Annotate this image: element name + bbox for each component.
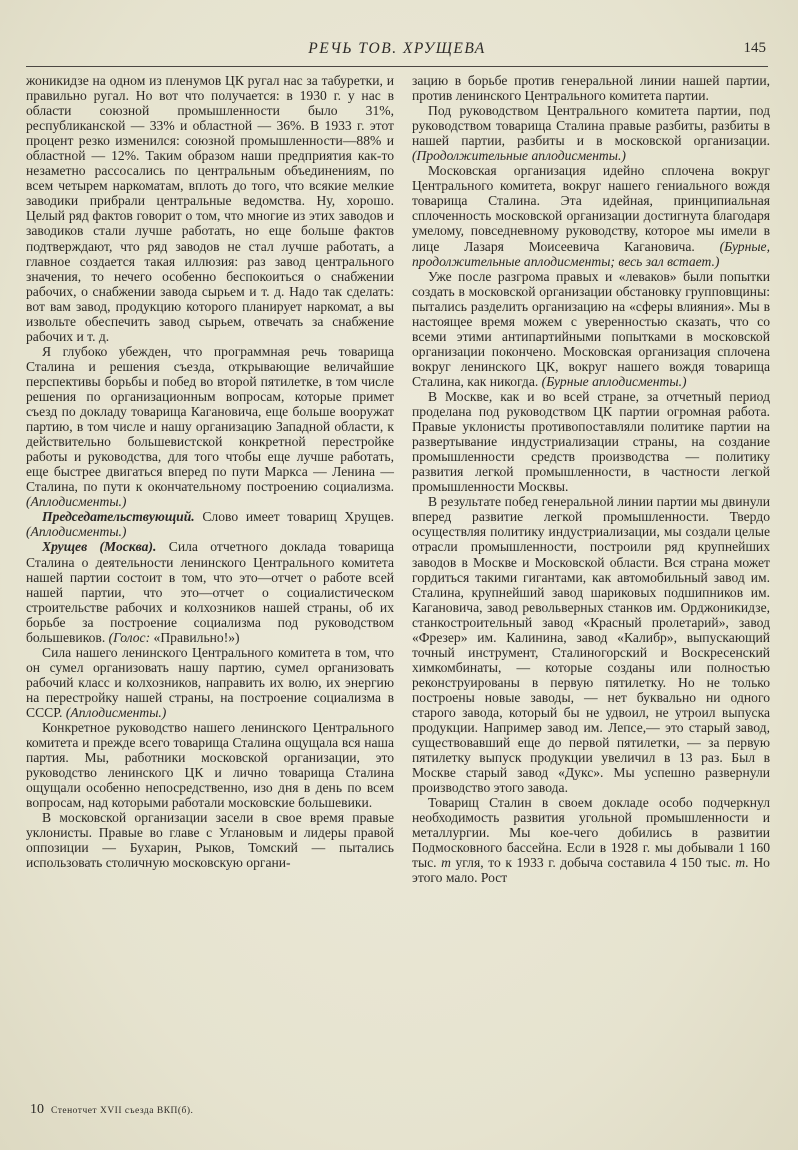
running-title: РЕЧЬ ТОВ. ХРУЩЕВА — [308, 40, 486, 57]
unit-label: т — [441, 855, 451, 871]
speaker-name: Председательствующий. — [42, 509, 195, 525]
paragraph — [26, 539, 394, 644]
paragraph: В результате побед генеральной линии партии мы двинули вперед развитие легкой промышленности. Твердо осуществляя политику индустриализации, мы создали целые отрасли промышленности, построили ряд крупнейших заводов в Москве и Московской области. Вся страна может гордиться такими гигантами, как автомобильный завод им. Сталина, крупнейший завод шариковых подшипников им. Кагановича, завод револьверных станков им. Орджоникидзе, станкостроительный завод «Красный пролетарий», завод «Фрезер» им. Калинина, завод «Калибр», выпускающий точный инструмент, Сталиногорский и Воскресенский химкомбинаты, — которые созданы или полностью реконструированы в первую пятилетку. Но не только построены новые заводы, — нет буквально ни одного старого завода, который бы не удвоил, не утроил выпуска продукции. Например завод им. Лепсе,— это старый завод, существовавший еще до первой пятилетки, — за первую пятилетку выпуск продукции увеличил в 13 раз. Был в Москве старый завод «Дукс». Мы успешно развернули производство этого завода. — [412, 494, 770, 796]
paragraph: В московской организации засели в свое время правые уклонисты. Правые во главе с Углановым и лидеры правой оппозиции — Бухарин, Рыков, Томский — пытались использовать столичную московскую органи- — [26, 810, 394, 871]
paragraph-text: Слово имеет товарищ Хрущев. — [202, 509, 394, 525]
paragraph — [412, 163, 770, 268]
paragraph — [412, 103, 770, 163]
stage-remark: (Аплодисменты.) — [26, 494, 127, 510]
paragraph-text: Под руководством Центрального комитета партии, под руководством товарища Сталина правые разбиты, разбиты в нашей партии, разбиты и в московской организации. — [412, 103, 770, 149]
paragraph — [26, 509, 394, 539]
paragraph — [26, 344, 394, 510]
paragraph — [412, 795, 770, 885]
paragraph-text: Я глубоко убежден, что программная речь товарища Сталина и решения съезда, открывающие величайшие перспективы борьбы и побед во второй пятилетке, в том числе решения по организационным вопросам, которые примет съезд по докладу товарища Кагановича, еще больше вооружат партию, в том числе и нашу организацию Западной области, к действительно большевистской конкретной перестройке работы и руководства, для того чтобы еще лучше работать, еще быстрее двигаться вперед по пути Маркса — Ленина — Сталина, по пути к окончательному построению социализма. — [26, 343, 394, 495]
stage-remark: (Бурные аплодисменты.) — [541, 373, 687, 389]
stage-remark: (Аплодисменты.) — [65, 704, 167, 720]
paragraph: зацию в борьбе против генеральной линии нашей партии, против ленинского Центрального комитета партии. — [412, 73, 770, 104]
paragraph-text: Но этого мало. Рост — [412, 855, 770, 886]
paragraph-text: Уже после разгрома правых и «леваков» были попытки создать в московской организации обстановку групповщины: пытались разделить организацию на «сферы влияния». Мы в настоящее время можем с уверенностью сказать, что со всеми этими антипартийными попытками в московской организации покончено. Московская организация сплочена вокруг ленинского ЦК, вокруг нашего вождя товарища Сталина, как никогда. — [412, 268, 770, 389]
stage-remark: (Аплодисменты.) — [26, 524, 127, 540]
running-head — [26, 40, 768, 62]
paragraph-text: Товарищ Сталин в своем докладе особо подчеркнул необходимость развития угольной промышленности и металлургии. Мы кое-чего добились в развитии Подмосковного бассейна. Если в 1928 г. мы добывали 1 160 тыс. — [412, 795, 770, 871]
paragraph — [412, 269, 770, 389]
header-rule — [26, 66, 768, 67]
page-number: 145 — [743, 40, 766, 56]
right-column — [412, 73, 770, 886]
paragraph — [26, 645, 394, 720]
stage-remark: (Продолжительные аплодисменты.) — [412, 148, 626, 164]
paragraph-text: Московская организация идейно сплочена вокруг Центрального комитета, вокруг нашего гениального вождя товарища Сталина. Эта идейная, принципиальная сплоченность московской организации достигнута благодаря умелому, повседневному руководству, которое мы имели в лице Лазаря Моисеевича Кагановича. — [412, 163, 770, 254]
signature-text: Стенотчет XVII съезда ВКП(б). — [51, 1106, 194, 1116]
signature-footnote — [30, 1102, 193, 1118]
paragraph: В Москве, как и во всей стране, за отчетный период проделана под руководством ЦК партии огромная работа. Правые уклонисты противопоставляли политике партии на развертывание индустриализации страны, на создание промышленности средств производства — политику развития легкой промышленности, в частности легкой промышленности Москвы. — [412, 388, 770, 495]
paragraph: Конкретное руководство нашего ленинского Центрального комитета и прежде всего товарища Сталина ощущала вся наша партия. Мы, работники московской организации, это руководство ленинского ЦК и лично товарища Сталина ощущали особенно непосредственно, изо дня в день по всем вопросам, над которыми работали московские большевики. — [26, 720, 394, 811]
voice-label: (Голос: — [108, 629, 151, 645]
stage-remark: (Бурные, продолжительные аплодисменты; весь зал встает.) — [412, 238, 770, 269]
voice-text: «Правильно!») — [153, 629, 240, 645]
unit-label: т. — [735, 855, 749, 871]
paragraph: жоникидзе на одном из пленумов ЦК ругал нас за табуретки, и правильно ругал. Но вот что получается: в 1930 г. у нас в области союзной промышленности было 31%, республиканской — 33% и областной — 36%. В 1933 г. этот процент резко изменился: союзной промышленности—88% и областной — 12%. Таким образом наши предприятия как-то незаметно рассосались по центральным объединениям, по всем четырем наркоматам, вплоть до того, что всякие мелкие заводики прибрали центральные ведомства. Ну, хорошо. Целый ряд фактов говорит о том, что многие из этих заводов и заводиков стали лучше работать, но еще больше фактов подтверждают, что ряд заводов не стал лучше работать, а главное создается такая иллюзия: раз завод центрального значения, то нечего особенно беспокоиться о снабжении рабочих, о снабжении завода сырьем и т. д. Надо так сделать: вот вам завод, продукцию которого планирует наркомат, а вы извольте обеспечить завод сырьем, отвечать за снабжение рабочих и т. д. — [26, 73, 394, 344]
paragraph-text: Сила отчетного доклада товарища Сталина о деятельности ленинского Центрального комитета нашей партии состоит в том, что это—отчет о работе всей нашей партии, что это—отчет о социалистическом строительстве рабочих и колхозников нашей страны, об их борьбе за построение социализма под руководством большевиков. — [26, 539, 394, 645]
speaker-name: Хрущев (Москва). — [42, 539, 157, 555]
paragraph-text: угля, то к 1933 г. добыча составила 4 150 тыс. — [455, 855, 731, 871]
signature-number: 10 — [30, 1102, 44, 1117]
left-column — [26, 73, 394, 870]
paragraph-text: Сила нашего ленинского Центрального комитета в том, что он сумел организовать нашу партию, сумел организовать рабочий класс и колхозников, направить их волю, их энергию на перестройку нашей страны, на построение социализма в СССР. — [26, 644, 394, 720]
